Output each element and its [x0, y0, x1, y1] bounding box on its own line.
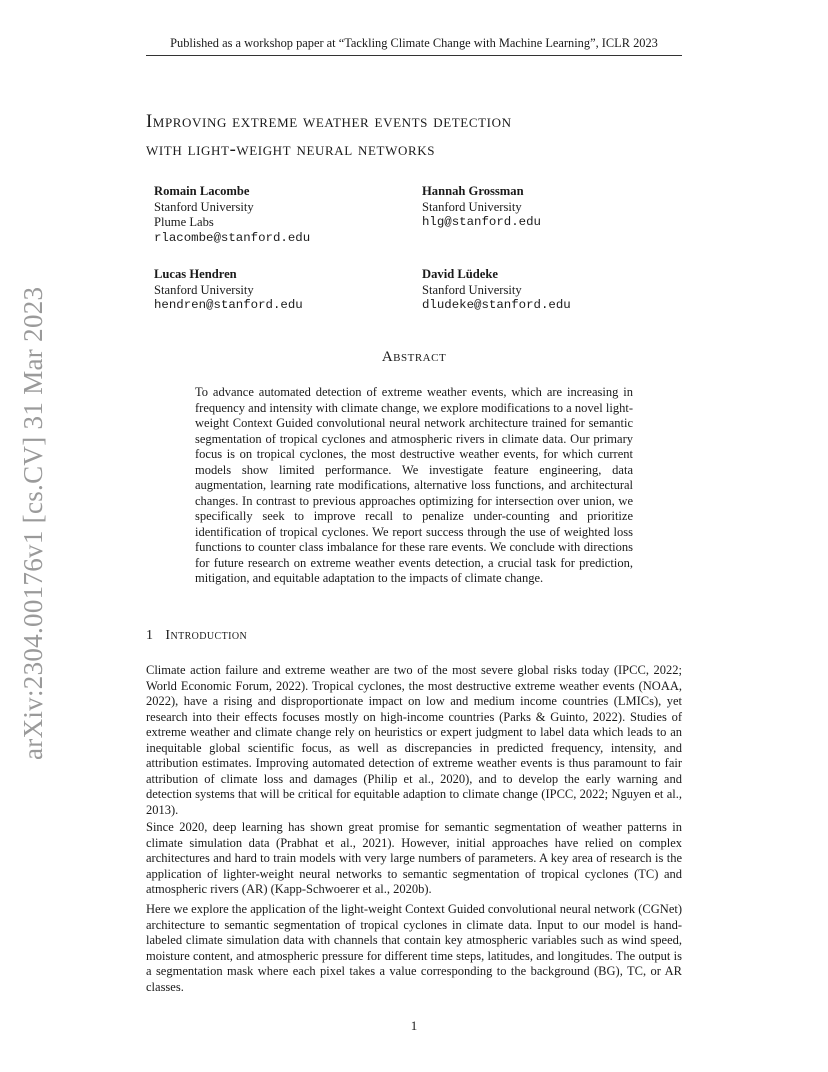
author-name: Lucas Hendren — [154, 267, 237, 281]
intro-paragraph-2: Since 2020, deep learning has shown great promise for semantic segmentation of weather patterns in climate simulation data (Prabhat et al., 2021). However, initial approaches have relied on complex architectures and hard to train models with very large numbers of parameters. A key area of research is the application of lighter-weight neural networks to semantic segmentation of tropical cyclones (TC) and atmospheric rivers (AR) (Kapp-Schwoerer et al., 2020b). — [146, 820, 682, 896]
paper-title-line-2: with light-weight neural networks — [146, 139, 436, 160]
author-affiliation: Plume Labs — [154, 215, 214, 229]
author-name: Romain Lacombe — [154, 184, 250, 198]
section-heading-introduction — [146, 628, 247, 644]
author-block-4 — [422, 267, 571, 314]
author-block-3 — [154, 267, 303, 314]
paper-title — [146, 108, 706, 164]
author-email[interactable]: hlg@stanford.edu — [422, 215, 541, 229]
running-header: Published as a workshop paper at “Tackling Climate Change with Machine Learning”, ICLR 2023 — [146, 36, 682, 56]
author-block-1 — [154, 184, 310, 246]
abstract-text: To advance automated detection of extreme weather events, which are increasing in frequency and intensity with climate change, we explore modifications to a novel light-weight Context Guided convolutional neural network architecture trained for semantic segmentation of tropical cyclones and atmospheric rivers in climate data. Our primary focus is on tropical cyclones, the most destructive weather events, for which current models show limited performance. We investigate feature engineering, data augmentation, learning rate modifications, alternative loss functions, and architectural changes. In contrast to previous approaches optimizing for intersection over union, we specifically seek to improve recall to penalize under-counting and prioritize identification of tropical cyclones. We report success through the use of weighted loss functions to counter class imbalance for these rare events. We conclude with directions for future research on extreme weather events detection, a crucial task for prediction, mitigation, and equitable adaptation to the impacts of climate change. — [195, 385, 633, 585]
author-email[interactable]: hendren@stanford.edu — [154, 298, 303, 312]
page-number: 1 — [410, 1018, 418, 1033]
author-affiliation: Stanford University — [422, 199, 522, 214]
arxiv-identifier-stamp[interactable]: arXiv:2304.00176v1 [cs.CV] 31 Mar 2023 — [18, 286, 48, 760]
author-email[interactable]: dludeke@stanford.edu — [422, 298, 571, 312]
section-number: 1 — [146, 628, 154, 643]
intro-paragraph-1: Climate action failure and extreme weather are two of the most severe global risks today (IPCC, 2022; World Economic Forum, 2022). Tropical cyclones, the most destructive extreme weather events (NOAA, 2022), have a rising and disproportionate impact on low and medium income countries (LMICs), yet research into their effects focuses mostly on high-income countries (Parks & Guinto, 2022). Studies of extreme weather and climate change rely on heuristics or expert judgment to label data which leads to an inequitable global scientific focus, as well as discrepancies in predicted frequency, intensity, and attribution estimates. Improving automated detection of extreme weather events is thus paramount to fair attribution of climate loss and damages (Philip et al., 2020), and to develop the early warning and detection systems that will be critical for equitable adaption to climate change (IPCC, 2022; Nguyen et al., 2013). — [146, 663, 682, 817]
author-affiliation: Stanford University — [154, 199, 254, 214]
author-affiliation: Stanford University — [154, 282, 254, 297]
author-block-2 — [422, 184, 541, 231]
abstract-heading: Abstract — [381, 349, 447, 365]
section-title: Introduction — [165, 628, 248, 643]
author-name: Hannah Grossman — [422, 184, 524, 198]
paper-title-line-1: Improving extreme weather events detection — [146, 111, 512, 132]
author-affiliation: Stanford University — [422, 282, 522, 297]
author-email[interactable]: rlacombe@stanford.edu — [154, 230, 311, 245]
author-name: David Lüdeke — [422, 267, 498, 281]
intro-paragraph-3: Here we explore the application of the light-weight Context Guided convolutional neural network (CGNet) architecture to semantic segmentation of tropical cyclones in climate data. Input to our model is hand-labeled climate simulation data with channels that contain key atmospheric variables such as wind speed, moisture content, and atmospheric pressure for different time steps, latitudes, and longitudes. The output is a segmentation mask where each pixel takes a value corresponding to the background (BG), TC, or AR classes. — [146, 902, 682, 994]
